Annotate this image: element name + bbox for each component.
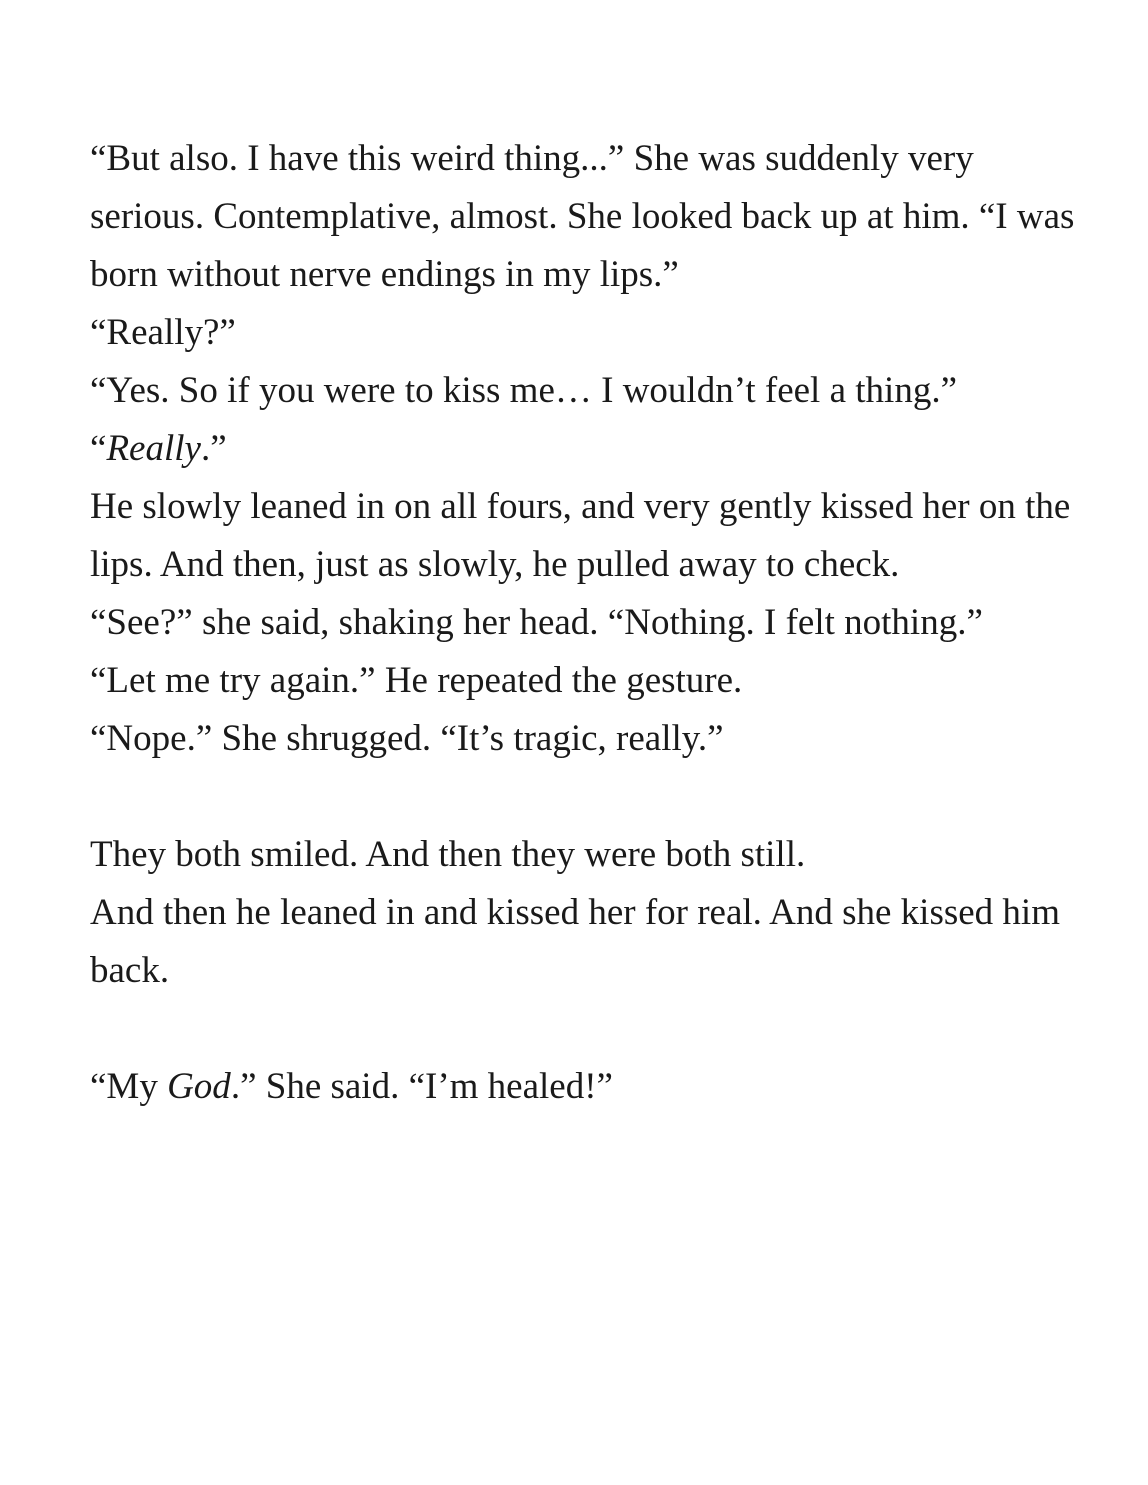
paragraph-break: [90, 1000, 1080, 1058]
paragraph-try-again: “Let me try again.” He repeated the gesture.: [90, 660, 743, 701]
emphasized-word: God: [167, 1066, 231, 1107]
paragraph-really-question: “Really?”: [90, 312, 236, 353]
paragraph-break: [90, 768, 1080, 826]
quote-open: “My: [90, 1066, 168, 1107]
paragraph-weird-thing: “But also. I have this weird thing...” She was suddenly very serious. Contemplative, almost. She looked back up at him. “I was born without nerve endings in my lips.”: [90, 138, 1075, 295]
story-page: [90, 130, 1080, 1116]
quote-close: .”: [200, 428, 227, 469]
paragraph-kissed-for-real: And then he leaned in and kissed her for real. And she kissed him back.: [90, 892, 1060, 991]
paragraph-both-smiled: They both smiled. And then they were both still.: [90, 834, 806, 875]
paragraph-see: “See?” she said, shaking her head. “Nothing. I felt nothing.”: [90, 602, 983, 643]
paragraph-healed: [90, 1058, 1080, 1116]
quote-close: .” She said. “I’m healed!”: [230, 1066, 613, 1107]
paragraph-leaned-in: He slowly leaned in on all fours, and very gently kissed her on the lips. And then, just as slowly, he pulled away to check.: [90, 486, 1071, 585]
paragraph-kiss-me: “Yes. So if you were to kiss me… I wouldn’t feel a thing.”: [90, 370, 957, 411]
paragraph-really-emphasis: [90, 420, 1080, 478]
paragraph-nope: “Nope.” She shrugged. “It’s tragic, really.”: [90, 718, 724, 759]
emphasized-word: Really: [106, 428, 201, 469]
quote-open: “: [90, 428, 107, 469]
